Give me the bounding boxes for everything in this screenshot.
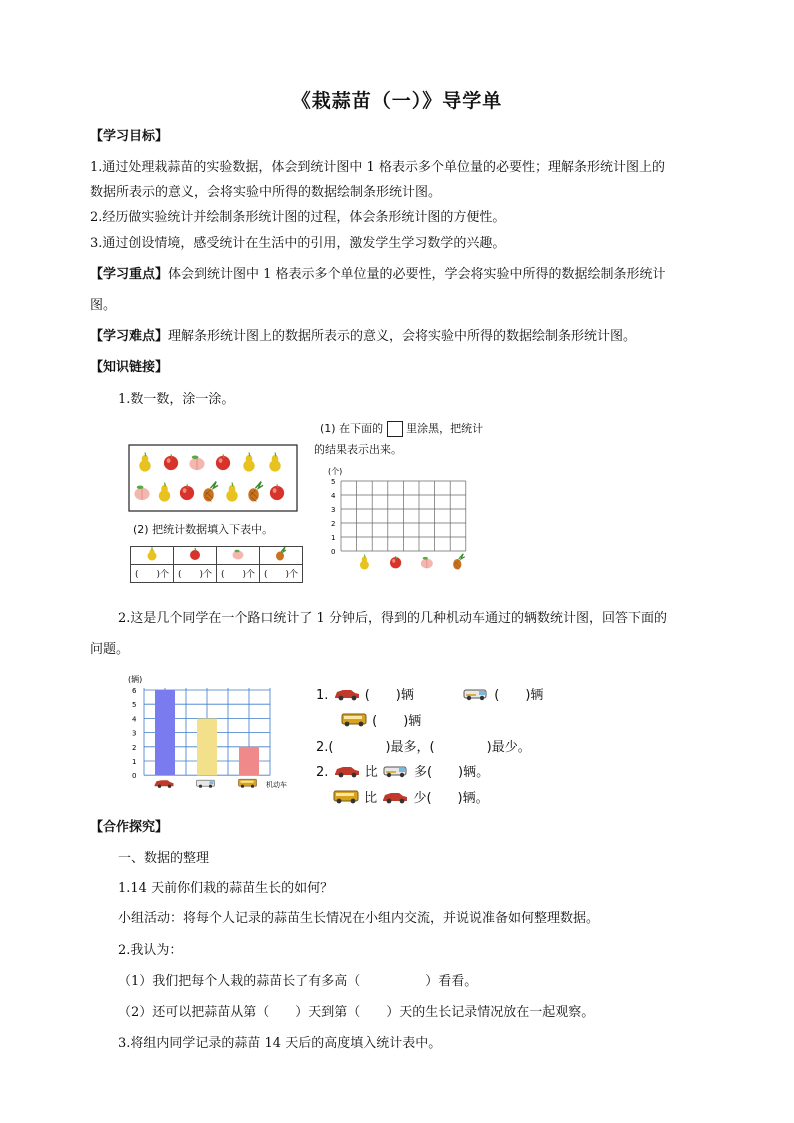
car-icon: [333, 687, 361, 705]
coop-q1: 1.14 天前你们栽的蒜苗生长的如何？: [118, 881, 334, 896]
goal-line-1: 1.通过处理栽蒜苗的实验数据，体会到统计图中 1 格表示多个单位量的必要性；理解条形统计图上的: [90, 160, 665, 175]
grid-tick-label: 0: [331, 548, 336, 556]
instruction-1-c: 的结果表示出来。: [314, 443, 402, 456]
coop-q2: 2.我认为：: [118, 943, 183, 958]
link-q2-line1: 2.这是几个同学在一个路口统计了 1 分钟后，得到的几种机动车通过的辆数统计图，回答下面的: [118, 611, 667, 626]
instruction-2: (2) 把统计数据填入下表中。: [133, 523, 274, 536]
goal-line-4: 3.通过创设情境，感受统计在生活中的引用，激发学生学习数学的兴趣。: [90, 236, 506, 251]
focus-text-2: 图。: [90, 298, 117, 313]
coop-answer-1: （1）我们把每个人栽的蒜苗长了有多高（ ）看看。: [118, 974, 478, 989]
page-title: 《栽蒜苗（一）》导学单: [291, 90, 503, 112]
table-cell[interactable]: ( )个: [260, 565, 303, 583]
bar-car: [155, 690, 175, 775]
y-tick-label: 0: [132, 772, 137, 781]
y-tick-label: 5: [132, 701, 137, 710]
goal-line-3: 2.经历做实验统计并绘制条形统计图的过程，体会条形统计图的方便性。: [90, 210, 506, 225]
link-q2-line2: 问题。: [90, 642, 130, 657]
chart-ylabel: (辆): [128, 675, 143, 684]
blank-less[interactable]: 少( )辆。: [413, 791, 489, 806]
coop-answer-2: （2）还可以把蒜苗从第（ ）天到第（ ）天的生长记录情况放在一起观察。: [118, 1005, 595, 1020]
instruction-1-b: 里涂黑，把统计: [406, 422, 484, 435]
grid-tick-label: 5: [331, 478, 336, 486]
question-row-2: 2.( )最多，( )最少。: [316, 740, 531, 755]
bus-icon: [332, 789, 360, 809]
bar-van: [197, 718, 217, 775]
apple-icon: [188, 547, 202, 561]
bar-bus: [239, 747, 259, 775]
car-icon: [333, 764, 361, 782]
peach-icon: [231, 547, 245, 561]
pineapple-icon: [274, 547, 288, 561]
link-heading: 【知识链接】: [90, 360, 169, 375]
link-q1: 1.数一数，涂一涂。: [118, 392, 235, 407]
question-row-4: [332, 787, 489, 809]
question-number: 2.: [316, 765, 329, 780]
difficulty-text: 理解条形统计图上的数据所表示的意义，会将实验中所得的数据绘制条形统计图。: [168, 329, 637, 344]
bus-icon: [340, 712, 368, 732]
coop-heading: 【合作探究】: [90, 820, 169, 835]
van-icon: [197, 780, 215, 788]
coop-q3: 3.将组内同学记录的蒜苗 14 天后的高度填入统计表中。: [118, 1036, 442, 1051]
y-tick-label: 4: [132, 715, 137, 724]
focus-text: 体会到统计图中 1 格表示多个单位量的必要性，学会将实验中所得的数据绘制条形统计: [168, 267, 666, 282]
difficulty-line: [90, 325, 636, 344]
question-row-1b: [340, 710, 421, 732]
vehicle-chart: [124, 672, 300, 794]
grid-tick-label: 2: [331, 520, 336, 528]
blank-more[interactable]: 多( )辆。: [413, 765, 490, 780]
van-icon: [382, 764, 410, 782]
table-icon-cell: [174, 547, 217, 565]
compare-word: 比: [364, 791, 378, 806]
y-tick-label: 6: [132, 687, 137, 695]
instruction-1: [320, 420, 483, 437]
fruit-grid: [325, 463, 475, 571]
bus-icon: [239, 779, 257, 788]
grid-tick-label: 1: [331, 534, 336, 542]
difficulty-heading: 【学习难点】: [90, 329, 169, 344]
table-icon-cell: [260, 547, 303, 565]
question-number: 1.: [316, 688, 329, 703]
focus-heading: 【学习重点】: [90, 267, 169, 282]
table-cell[interactable]: ( )个: [174, 565, 217, 583]
y-tick-label: 2: [132, 743, 137, 752]
car-icon: [155, 780, 174, 788]
instruction-1-a: (1) 在下面的: [320, 422, 384, 435]
count-table: [130, 546, 303, 583]
grid-tick-label: 3: [331, 506, 336, 514]
coop-section-1: 一、数据的整理: [118, 851, 210, 866]
question-row-1: [316, 684, 543, 705]
fruit-box: [128, 444, 298, 512]
table-icon-cell: [217, 547, 260, 565]
square-icon: [387, 421, 403, 437]
grid-unit-label: (个): [328, 467, 343, 476]
blank-car-count[interactable]: ( )辆: [364, 688, 414, 703]
y-tick-label: 1: [132, 758, 137, 766]
question-row-3: [316, 761, 489, 782]
peach-icon: [421, 557, 433, 568]
grid-tick-label: 4: [331, 492, 336, 500]
pear-icon: [145, 547, 159, 561]
blank-bus-count[interactable]: ( )辆: [372, 714, 422, 729]
goal-line-2: 数据所表示的意义，会将实验中所得的数据绘制条形统计图。: [90, 185, 442, 200]
y-tick-label: 3: [132, 729, 137, 738]
table-icon-cell: [131, 547, 174, 565]
pear-icon: [360, 555, 369, 570]
focus-line: [90, 263, 666, 282]
blank-van-count[interactable]: ( )辆: [494, 688, 544, 703]
apple-icon: [390, 556, 401, 568]
van-icon: [462, 687, 490, 705]
compare-word: 比: [364, 765, 378, 780]
chart-xlabel: 机动车: [266, 781, 287, 789]
goals-heading: 【学习目标】: [90, 129, 169, 144]
car-icon: [381, 790, 409, 808]
table-cell[interactable]: ( )个: [217, 565, 260, 583]
coop-activity: 小组活动：将每个人记录的蒜苗生长情况在小组内交流，并说说准备如何整理数据。: [118, 911, 600, 926]
pineapple-icon: [453, 554, 465, 570]
table-cell[interactable]: ( )个: [131, 565, 174, 583]
